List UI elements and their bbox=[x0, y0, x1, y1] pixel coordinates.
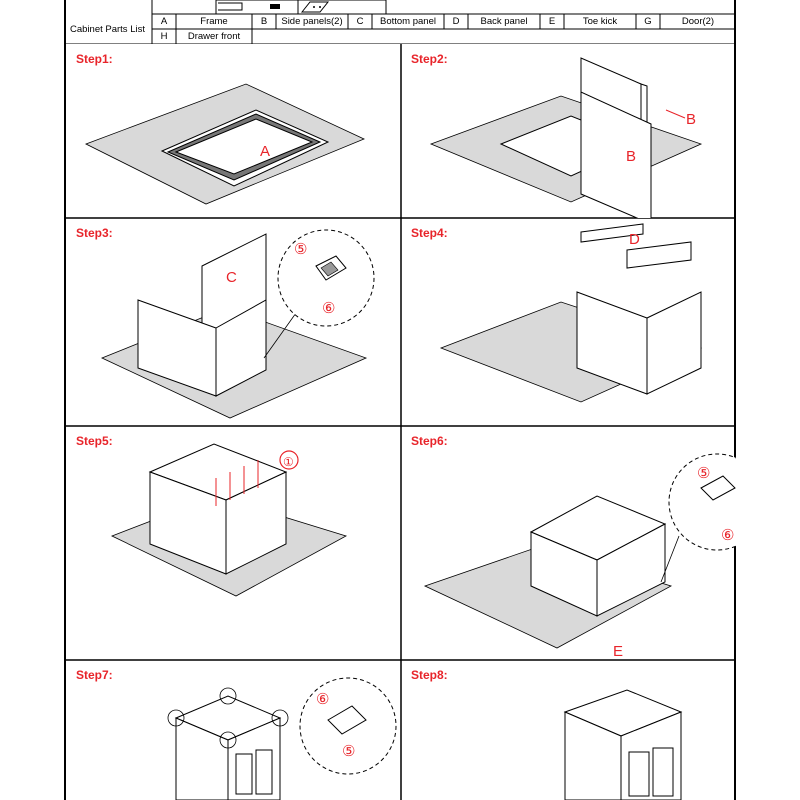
step-5-title: Step5: bbox=[76, 434, 113, 448]
parts-list-label: Cabinet Parts List bbox=[70, 24, 145, 35]
step-1-diagram bbox=[66, 44, 401, 218]
callout-a: A bbox=[260, 143, 271, 160]
part-key-g: G bbox=[644, 16, 652, 27]
step-7-panel bbox=[66, 660, 401, 800]
callout-6-step7: ⑥ bbox=[316, 691, 330, 708]
step-2-title: Step2: bbox=[411, 52, 448, 66]
callout-d: D bbox=[629, 231, 640, 248]
step-6-title: Step6: bbox=[411, 434, 448, 448]
instruction-sheet bbox=[64, 0, 736, 800]
step-1-title: Step1: bbox=[76, 52, 113, 66]
part-key-c: C bbox=[356, 16, 364, 27]
part-name-drawer-front: Drawer front bbox=[187, 31, 241, 42]
callout-5-step7: ⑤ bbox=[342, 743, 356, 760]
step-8-title: Step8: bbox=[411, 668, 448, 682]
step-6-diagram bbox=[401, 426, 736, 660]
step-5-diagram bbox=[66, 426, 401, 660]
part-name-side-panels: Side panels(2) bbox=[281, 16, 343, 27]
callout-6-step6: ⑥ bbox=[721, 527, 735, 544]
step-6-panel bbox=[401, 426, 736, 660]
parts-list-table bbox=[66, 0, 736, 44]
step-5-panel bbox=[66, 426, 401, 660]
callout-b-right: B bbox=[686, 111, 697, 128]
step-3-panel bbox=[66, 218, 401, 426]
step-1-panel bbox=[66, 44, 401, 218]
callout-c: C bbox=[226, 269, 237, 286]
step-4-title: Step4: bbox=[411, 226, 448, 240]
step-8-panel bbox=[401, 660, 736, 800]
part-name-back-panel: Back panel bbox=[480, 16, 528, 27]
callout-e: E bbox=[613, 643, 624, 660]
part-key-e: E bbox=[548, 16, 556, 27]
part-name-door: Door(2) bbox=[681, 16, 715, 27]
part-key-d: D bbox=[452, 16, 460, 27]
part-name-toe-kick: Toe kick bbox=[582, 16, 618, 27]
part-name-bottom-panel: Bottom panel bbox=[380, 16, 436, 27]
step-7-title: Step7: bbox=[76, 668, 113, 682]
step-3-title: Step3: bbox=[76, 226, 113, 240]
step-4-panel bbox=[401, 218, 736, 426]
part-key-h: H bbox=[160, 31, 168, 42]
callout-b-left: B bbox=[626, 148, 637, 165]
step-3-diagram bbox=[66, 218, 401, 426]
callout-1: ① bbox=[283, 455, 294, 469]
callout-5: ⑤ bbox=[294, 241, 308, 258]
callout-6: ⑥ bbox=[322, 300, 336, 317]
part-key-b: B bbox=[260, 16, 268, 27]
step-8-diagram bbox=[401, 660, 736, 800]
step-2-diagram bbox=[401, 44, 736, 218]
part-name-frame: Frame bbox=[200, 16, 228, 27]
step-4-diagram bbox=[401, 218, 736, 426]
callout-5-step6: ⑤ bbox=[697, 465, 711, 482]
step-7-diagram bbox=[66, 660, 401, 800]
part-key-a: A bbox=[160, 16, 168, 27]
step-2-panel bbox=[401, 44, 736, 218]
